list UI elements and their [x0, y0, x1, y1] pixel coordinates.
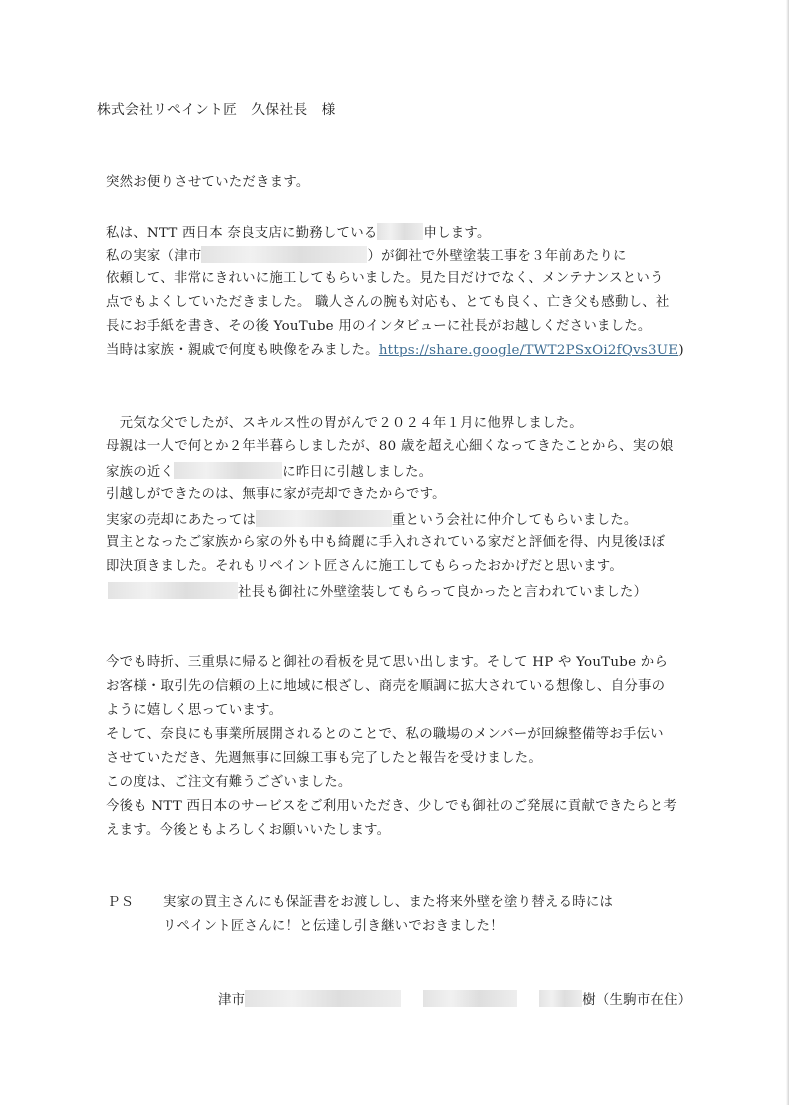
para2-line5-text-end: 重という会社に仲介してもらいました。 [392, 513, 638, 528]
para1-line1-text: 私は、NTT 西日本 奈良支店に勤務している [106, 226, 378, 241]
redacted-signature-address [245, 990, 401, 1007]
youtube-link[interactable]: https://share.google/TWT2PSxOi2fQvs3UE [378, 343, 679, 358]
para2-line3-text-end: に昨日に引越しました。 [282, 465, 433, 480]
redacted-signature-block [423, 990, 517, 1007]
para1-line2 [106, 246, 627, 266]
para3-line1: 今でも時折、三重県に帰ると御社の看板を見て思い出します。そして HP や YouTube から [106, 655, 669, 670]
para3-line3: ように嬉しく思っています。 [106, 703, 283, 718]
ps-label: ＰＳ [107, 895, 135, 910]
para1-line1 [106, 223, 491, 243]
redacted-address [201, 246, 367, 263]
para2-line7: 即決頂きました。それもリペイント匠さんに施工してもらったおかげだと思います。 [106, 559, 624, 574]
para2-line3-text: 家族の近く [106, 465, 175, 480]
para1-line4: 点でもよくしていただきました。 職人さんの腕も対応も、とても良く、亡き父も感動し、社 [106, 295, 670, 310]
para1-line6-text: 当時は家族・親戚で何度も映像をみました。 [106, 343, 379, 358]
para1-line6 [106, 342, 684, 360]
para1-line1-text-end: 申します。 [423, 226, 491, 241]
para1-line6-text-end: ) [678, 343, 684, 358]
para3-line6: この度は、ご注文有難うございました。 [106, 775, 352, 790]
redacted-company [256, 510, 392, 527]
para1-line2-text: 私の実家（津市 [106, 249, 202, 264]
para2-line1: 元気な父でしたが、スキルス性の胃がんで２０２４年１月に他界しました。 [106, 416, 583, 431]
ps-line1: 実家の買主さんにも保証書をお渡しし、また将来外壁を塗り替える時には [163, 895, 614, 910]
redacted-location [174, 462, 282, 479]
greeting: 突然お便りさせていただきます。 [106, 175, 310, 190]
redacted-company-name [108, 582, 238, 599]
para2-line4: 引越しができたのは、無事に家が売却できたからです。 [106, 487, 446, 502]
para2-line2: 母親は一人で何とか２年半暮らしましたが、80 歳を超え心細くなってきたことから、実の娘 [106, 439, 674, 454]
para1-line2-text-end: ）が御社で外壁塗装工事を３年前あたりに [367, 249, 627, 264]
para2-line8-text: 社長も御社に外壁塗装してもらって良かったと言われていました） [238, 585, 648, 600]
ps-line2: リペイント匠さんに！と伝達し引き継いでおきました！ [163, 919, 504, 934]
para1-line3: 依頼して、非常にきれいに施工してもらいました。見た目だけでなく、メンテナンスという [106, 271, 664, 286]
redacted-signature-name [539, 990, 582, 1007]
addressee: 株式会社リペイント匠 久保社長 様 [97, 102, 336, 118]
para3-line5: させていただき、先週無事に回線工事も完了したと報告を受けました。 [106, 751, 542, 766]
signature-suffix: 樹（生駒市在住） [582, 993, 692, 1008]
para3-line8: えます。今後ともよろしくお願いいたします。 [106, 823, 391, 838]
para3-line2: お客様・取引先の信頼の上に地域に根ざし、商売を順調に拡大されている想像し、自分事の [106, 679, 666, 694]
signature-prefix: 津市 [218, 993, 246, 1008]
para1-line5: 長にお手紙を書き、その後 YouTube 用のインタビューに社長がお越しくださいました。 [106, 319, 652, 334]
para3-line7: 今後も NTT 西日本のサービスをご利用いただき、少しでも御社のご発展に貢献できたらと考 [106, 799, 678, 814]
para2-line5 [106, 510, 638, 530]
para2-line3 [106, 462, 432, 482]
signature [218, 990, 691, 1010]
para2-line8 [108, 582, 647, 602]
para2-line6: 買主となったご家族から家の外も中も綺麗に手入れされている家だと評価を得、内見後ほぼ [106, 535, 666, 550]
para2-line5-text: 実家の売却にあたっては [106, 513, 257, 528]
redacted-name [377, 223, 423, 240]
para3-line4: そして、奈良にも事業所展開されるとのことで、私の職場のメンバーが回線整備等お手伝い [106, 727, 664, 742]
